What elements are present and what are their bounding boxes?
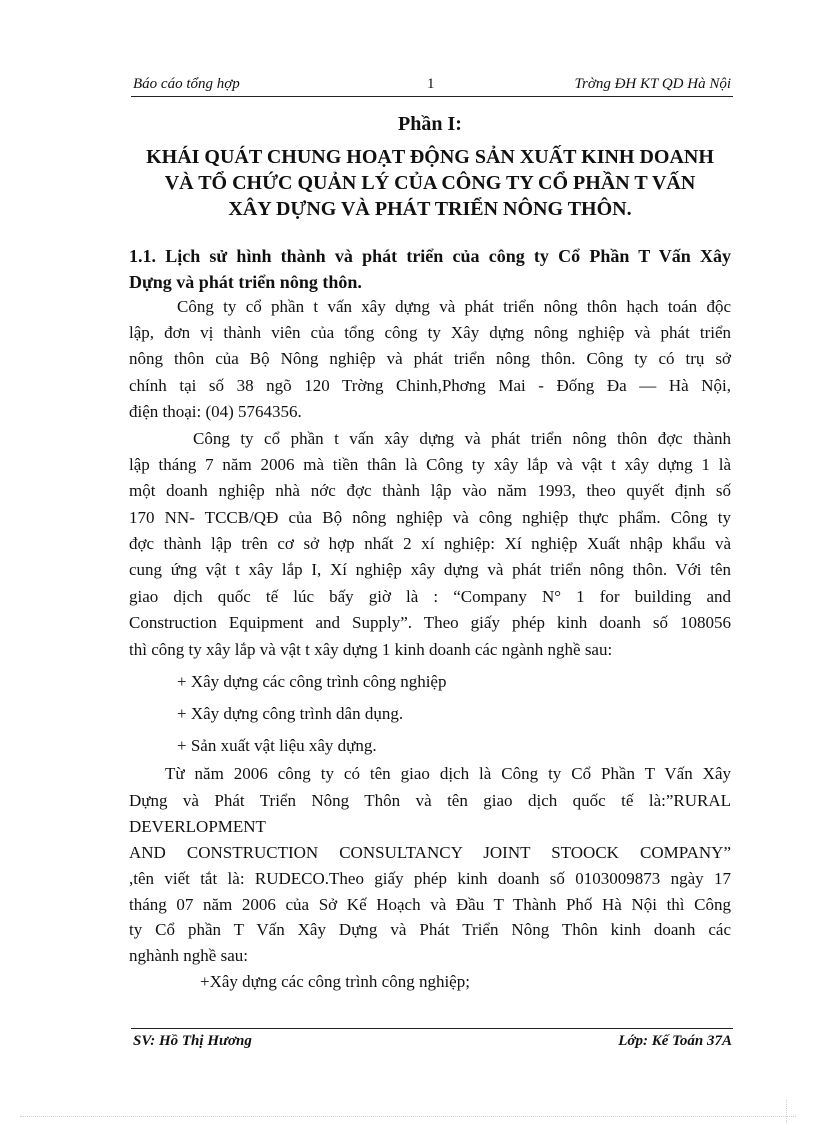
text-line: nông thôn của Bộ Nông nghiệp và phát triển nông thôn. Công ty có trụ sở — [129, 349, 731, 368]
text-line: DEVERLOPMENT — [129, 817, 266, 836]
page-edge-dotted-line — [20, 1116, 796, 1118]
footer-class-name: Lớp: Kế Toán 37A — [618, 1033, 732, 1049]
chapter-heading-line: VÀ TỔ CHỨC QUẢN LÝ CỦA CÔNG TY CỔ PHẦN T VẤN — [164, 172, 696, 194]
page-corner-mark — [786, 1100, 788, 1123]
text-line: AND CONSTRUCTION CONSULTANCY JOINT STOOCK COMPANY” — [129, 843, 731, 862]
header-rule — [131, 96, 733, 97]
text-line: cung ứng vật t xây lắp I, Xí nghiệp xây dựng và phát triển nông thôn. Với tên — [129, 560, 731, 579]
section-heading: 1.1. Lịch sử hình thành và phát triển của công ty Cổ Phần T Vấn Xây — [129, 246, 731, 266]
chapter-heading-line: KHÁI QUÁT CHUNG HOẠT ĐỘNG SẢN XUẤT KINH DOANH — [146, 146, 714, 168]
text-line: lập, đơn vị thành viên của tổng công ty Xây dựng nông nghiệp và phát triển — [129, 323, 731, 342]
footer-student-name: SV: Hồ Thị Hương — [133, 1033, 252, 1049]
page-header — [131, 76, 731, 96]
section-heading: Dựng và phát triển nông thôn. — [129, 272, 362, 292]
text-line: ty Cổ phần T Vấn Xây Dựng và Phát Triển Nông Thôn kinh doanh các — [129, 920, 731, 939]
text-line: điện thoại: (04) 5764356. — [129, 402, 302, 421]
text-line: lập tháng 7 năm 2006 mà tiền thân là Công ty xây lắp và vật t xây dựng 1 là — [129, 455, 731, 474]
text-line: Công ty cổ phần t vấn xây dựng và phát triển nông thôn đợc thành — [193, 429, 731, 448]
text-line: thì công ty xây lắp và vật t xây dựng 1 kinh doanh các ngành nghề sau: — [129, 640, 613, 659]
text-line: Công ty cổ phần t vấn xây dựng và phát triển nông thôn hạch toán độc — [177, 297, 731, 316]
text-line: Từ năm 2006 công ty có tên giao dịch là Công ty Cổ Phần T Vấn Xây — [165, 764, 731, 783]
text-line: giao dịch quốc tế lúc bấy giờ là : “Company N° 1 for building and — [129, 587, 731, 606]
part-title: Phần I: — [398, 113, 462, 135]
text-line: 170 NN- TCCB/QĐ của Bộ nông nghiệp và công nghiệp thực phẩm. Công ty — [129, 508, 731, 527]
list-item: + Xây dựng các công trình công nghiệp — [177, 672, 447, 691]
text-line: Dựng và Phát Triển Nông Thôn và tên giao dịch quốc tế là:”RURAL — [129, 791, 731, 810]
chapter-heading-line: XÂY DỰNG VÀ PHÁT TRIỂN NÔNG THÔN. — [228, 198, 632, 220]
text-line: nghành nghề sau: — [129, 946, 248, 965]
header-university: Trờng ĐH KT QD Hà Nội — [574, 76, 731, 92]
text-line: tháng 07 năm 2006 của Sở Kế Hoạch và Đầu T Thành Phố Hà Nội thì Công — [129, 895, 731, 914]
text-line: chính tại số 38 ngõ 120 Trờng Chinh,Phơng Mai - Đống Đa — Hà Nội, — [129, 376, 731, 395]
footer-rule — [131, 1028, 733, 1029]
text-line: ,tên viết tắt là: RUDECO.Theo giấy phép kinh doanh số 0103009873 ngày 17 — [129, 869, 731, 888]
header-report-title: Báo cáo tổng hợp — [133, 76, 240, 92]
text-line: một doanh nghiệp nhà nớc đợc thành lập vào năm 1993, theo quyết định số — [129, 481, 731, 500]
list-item: + Xây dựng công trình dân dụng. — [177, 704, 404, 723]
text-line: đợc thành lập trên cơ sở hợp nhất 2 xí nghiệp: Xí nghiệp Xuất nhập khẩu và — [129, 534, 731, 553]
text-line: Construction Equipment and Supply”. Theo giấy phép kinh doanh số 108056 — [129, 613, 731, 632]
list-item: +Xây dựng các công trình công nghiệp; — [200, 972, 470, 991]
list-item: + Sản xuất vật liệu xây dựng. — [177, 736, 377, 755]
page-number: 1 — [427, 76, 435, 92]
